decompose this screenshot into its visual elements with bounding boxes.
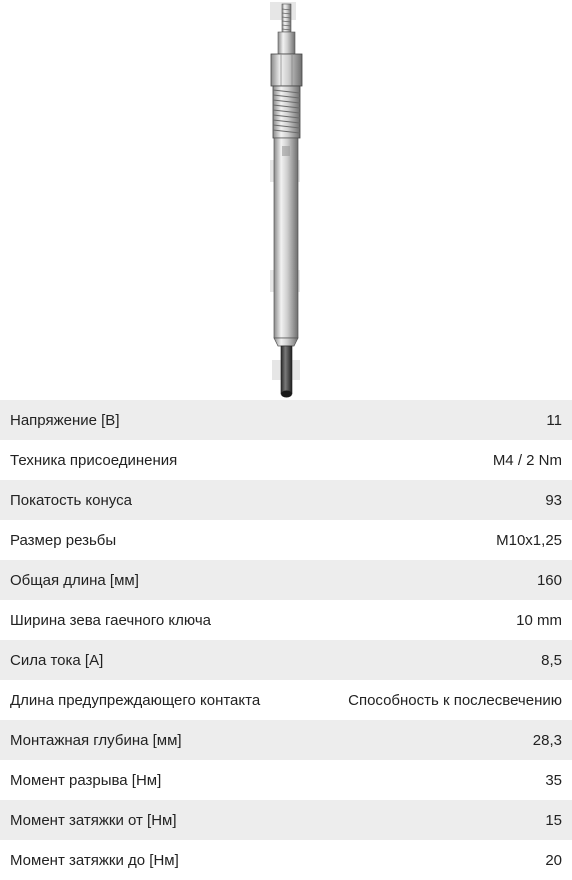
spec-label: Общая длина [мм]	[10, 571, 139, 589]
spec-label: Момент затяжки от [Нм]	[10, 811, 177, 829]
spec-row	[0, 480, 572, 520]
spec-value: M10x1,25	[496, 531, 562, 549]
spec-row	[0, 800, 572, 840]
spec-value: 10 mm	[516, 611, 562, 629]
hex-nut	[271, 54, 302, 86]
spec-row	[0, 400, 572, 440]
specifications-table	[0, 400, 572, 880]
shaft	[274, 138, 298, 338]
spec-label: Длина предупреждающего контакта	[10, 691, 261, 709]
spec-label: Ширина зева гаечного ключа	[10, 611, 211, 629]
spec-value: 160	[536, 571, 562, 589]
collar	[278, 32, 295, 54]
spec-row	[0, 520, 572, 560]
taper	[274, 338, 298, 346]
main-thread	[273, 86, 300, 138]
heating-tip	[281, 346, 292, 398]
spec-label: Сила тока [А]	[10, 651, 104, 669]
spec-row	[0, 760, 572, 800]
terminal-thread	[282, 4, 291, 32]
spec-row	[0, 840, 572, 880]
spec-value: 93	[545, 491, 562, 509]
spec-label: Момент затяжки до [Нм]	[10, 851, 179, 869]
spec-label: Техника присоединения	[10, 451, 178, 469]
spec-value: Способность к послесвечению	[348, 691, 562, 709]
spec-value: 15	[545, 811, 562, 829]
shaft-marking	[282, 146, 290, 156]
product-image	[0, 0, 572, 400]
spec-row	[0, 680, 572, 720]
spec-label: Момент разрыва [Нм]	[10, 771, 162, 789]
spec-row	[0, 600, 572, 640]
spec-value: 11	[546, 411, 562, 429]
spec-row	[0, 560, 572, 600]
spec-value: M4 / 2 Nm	[492, 451, 562, 469]
spec-label: Монтажная глубина [мм]	[10, 731, 182, 749]
spec-label: Покатость конуса	[10, 491, 132, 509]
spec-value: 20	[545, 851, 562, 869]
spec-label: Напряжение [В]	[10, 411, 120, 429]
spec-value: 8,5	[541, 651, 562, 669]
spec-row	[0, 720, 572, 760]
spec-value: 28,3	[532, 731, 562, 749]
spec-label: Размер резьбы	[10, 531, 117, 549]
glow-plug-image	[0, 0, 572, 400]
spec-row	[0, 440, 572, 480]
spec-value: 35	[545, 771, 562, 789]
spec-row	[0, 640, 572, 680]
